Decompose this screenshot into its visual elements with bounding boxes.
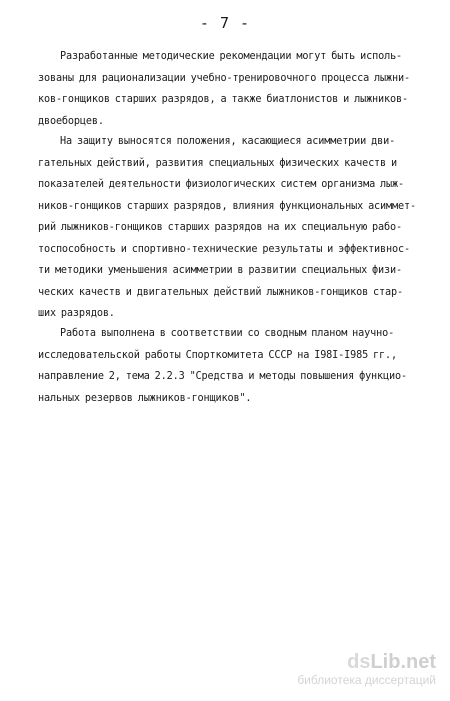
text-line: рий лыжников-гонщиков старших разрядов на их специальную рабо- [38,222,402,233]
watermark [297,651,436,687]
watermark-logo [297,651,436,673]
text-line: ческих качеств и двигательных действий лыжников-гонщиков стар- [38,286,403,298]
text-line: зованы для рационализации учебно-тренировочного процесса лыжни- [38,72,410,84]
text-line: тоспособность и спортивно-технические результаты и эффективнос- [38,243,410,255]
text-line: На защиту выносятся положения, касающиеся асимметрии дви- [60,136,396,147]
watermark-caption: библиотека диссертаций [297,673,436,687]
text-line: направление 2, тема 2.2.3 "Средства и методы повышения функцио- [38,371,407,382]
text-line: Разработанные методические рекомендации могут быть исполь- [60,51,403,62]
watermark-logo-lib: Lib.net [370,651,436,673]
text-line: ти методики уменьшения асимметрии в развитии специальных физи- [38,265,402,276]
text-line: ших разрядов. [38,308,115,319]
page-number: - 7 - [199,14,251,32]
paragraph-2 [38,131,438,325]
text-line: показателей деятельности физиологических систем организма лыж- [38,179,404,190]
text-line: двоеборцев. [38,115,104,127]
text-line: исследовательской работы Спорткомитета СССР на I98I-I985 гг., [38,349,397,361]
paragraph-3 [38,323,438,409]
text-line: ников-гонщиков старших разрядов, влияния функциональных асиммет- [38,200,416,212]
text-line: Работа выполнена в соответствии со сводным планом научно- [60,328,395,339]
watermark-logo-ds: ds [347,651,371,673]
text-line: ков-гонщиков старших разрядов, а также биатлонистов и лыжников- [38,94,408,105]
paragraph-1 [38,46,438,132]
text-line: гательных действий, развития специальных физических качеств и [38,157,397,169]
text-line: нальных резервов лыжников-гонщиков". [38,392,252,404]
